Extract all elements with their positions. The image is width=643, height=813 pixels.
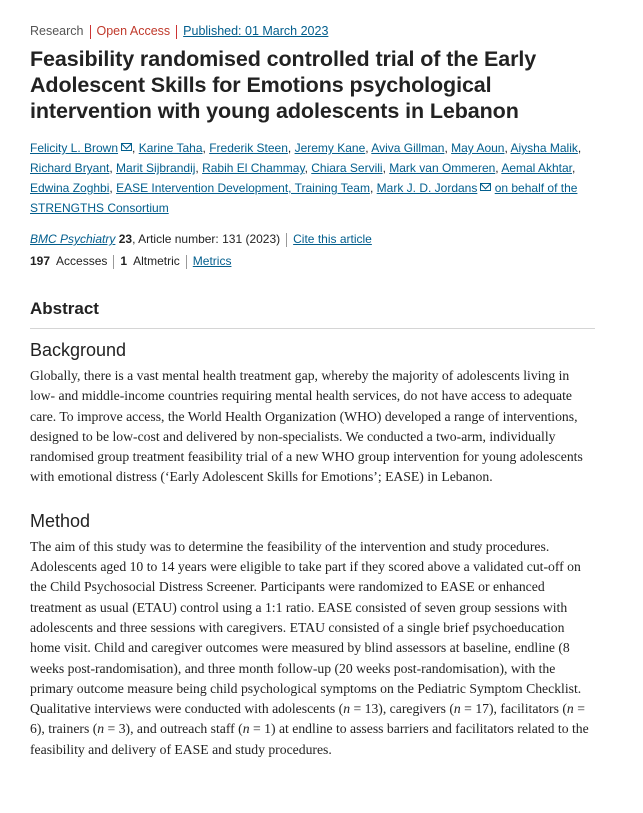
article-title: Feasibility randomised controlled trial of the Early Adolescent Skills for Emotions psychological intervention with young adolescents in Lebanon bbox=[30, 47, 537, 123]
author-link[interactable]: Karine Taha bbox=[138, 141, 203, 155]
background-text: Globally, there is a vast mental health treatment gap, whereby the majority of adolescents living in low- and middle-income countries requiring mental health services, do not have access to adequate care. To improve access, the World Health Organization (WHO) developed a range of interventions, designed to be low-cost and delivered by non-specialists. We conducted a two-arm, individually randomised group treatment feasibility trial of a new WHO group intervention for young adolescents with emotional distress (‘Early Adolescent Skills for Emotions’; EASE) in Lebanon. bbox=[30, 368, 583, 485]
author-link[interactable]: Rabih El Chammay bbox=[202, 161, 305, 175]
author-link[interactable]: Richard Bryant bbox=[30, 161, 110, 175]
metrics-link[interactable]: Metrics bbox=[192, 254, 232, 268]
journal-link[interactable]: BMC Psychiatry bbox=[30, 232, 116, 246]
author-link[interactable]: Marit Sijbrandij bbox=[116, 161, 196, 175]
author-link[interactable]: Felicity L. Brown bbox=[30, 141, 119, 155]
author-link[interactable]: Mark J. D. Jordans bbox=[376, 181, 478, 195]
metrics-line bbox=[30, 250, 595, 272]
metrics-divider bbox=[186, 255, 187, 269]
meta-divider bbox=[176, 25, 177, 39]
author-list: Felicity L. Brown , Karine Taha, Frederik Steen, Jeremy Kane, Aviva Gillman, May Aoun, Aiysha Malik, Richard Bryant, Marit Sijbrandij, Rabih El Chammay, Chiara Servili, Mark van Ommeren, Aemal Akhtar, Edwina Zoghbi, EASE Intervention Development, Training Team, Mark J. D. Jordans on behalf of the STRENGTHS Consortium bbox=[30, 141, 582, 215]
altmetric-label: Altmetric bbox=[133, 254, 180, 268]
article-meta bbox=[30, 20, 595, 42]
article-type: Research bbox=[30, 24, 84, 38]
volume-number: 23 bbox=[118, 232, 133, 246]
author-link[interactable]: Mark van Ommeren bbox=[389, 161, 496, 175]
article-number: , Article number: 131 (2023) bbox=[132, 232, 281, 246]
author-link[interactable]: Edwina Zoghbi bbox=[30, 181, 110, 195]
metrics-divider bbox=[113, 255, 114, 269]
author-link[interactable]: Aiysha Malik bbox=[510, 141, 578, 155]
method-text: The aim of this study was to determine the feasibility of the intervention and study procedures. Adolescents aged 10 to 14 years were eligible to take part if they scored above a validated cut-off on the Child Psychosocial Distress Screener. Participants were randomized to EASE or enhanced treatment as usual (ETAU) control using a 1:1 ratio. EASE consisted of seven group sessions with adolescents and three sessions with caregivers. ETAU consisted of a single brief psychoeducation home visit. Child and caregiver outcomes were measured by blind assessors at baseline, endline (8 weeks post-randomisation), and three month follow-up (20 weeks post-randomisation), with the primary outcome measure being child psychological symptoms on the Pediatric Symptom Checklist. Qualitative interviews were conducted with adolescents (n = 13), caregivers (n = 17), facilitators (n = 6), trainers (n = 3), and outreach staff (n = 1) at endline to assess barriers and facilitators related to the feasibility and delivery of EASE and study procedures. bbox=[30, 538, 589, 757]
author-link[interactable]: Frederik Steen bbox=[209, 141, 288, 155]
author-link[interactable]: Chiara Servili bbox=[311, 161, 383, 175]
abstract-heading: Abstract bbox=[30, 298, 595, 329]
altmetric-count: 1 bbox=[120, 254, 128, 268]
author-link[interactable]: Jeremy Kane bbox=[294, 141, 366, 155]
citation-line bbox=[30, 228, 595, 250]
email-icon[interactable] bbox=[480, 183, 491, 191]
email-icon[interactable] bbox=[121, 143, 132, 151]
meta-divider bbox=[90, 25, 91, 39]
cite-article-link[interactable]: Cite this article bbox=[293, 232, 372, 246]
author-link[interactable]: May Aoun bbox=[451, 141, 505, 155]
author-link[interactable]: EASE Intervention Development, Training Team bbox=[116, 181, 370, 195]
author-link[interactable]: Aemal Akhtar bbox=[501, 161, 573, 175]
citation-divider bbox=[286, 233, 287, 247]
accesses-count: 197 bbox=[30, 254, 51, 268]
method-heading: Method bbox=[30, 510, 91, 531]
author-link[interactable]: Aviva Gillman bbox=[371, 141, 445, 155]
accesses-label: Accesses bbox=[56, 254, 108, 268]
published-date-link[interactable]: Published: 01 March 2023 bbox=[183, 24, 329, 38]
background-heading: Background bbox=[30, 340, 127, 360]
article-page bbox=[30, 20, 595, 760]
consortium-link[interactable]: on behalf of the STRENGTHS Consortium bbox=[30, 181, 578, 215]
open-access-label: Open Access bbox=[96, 24, 171, 38]
